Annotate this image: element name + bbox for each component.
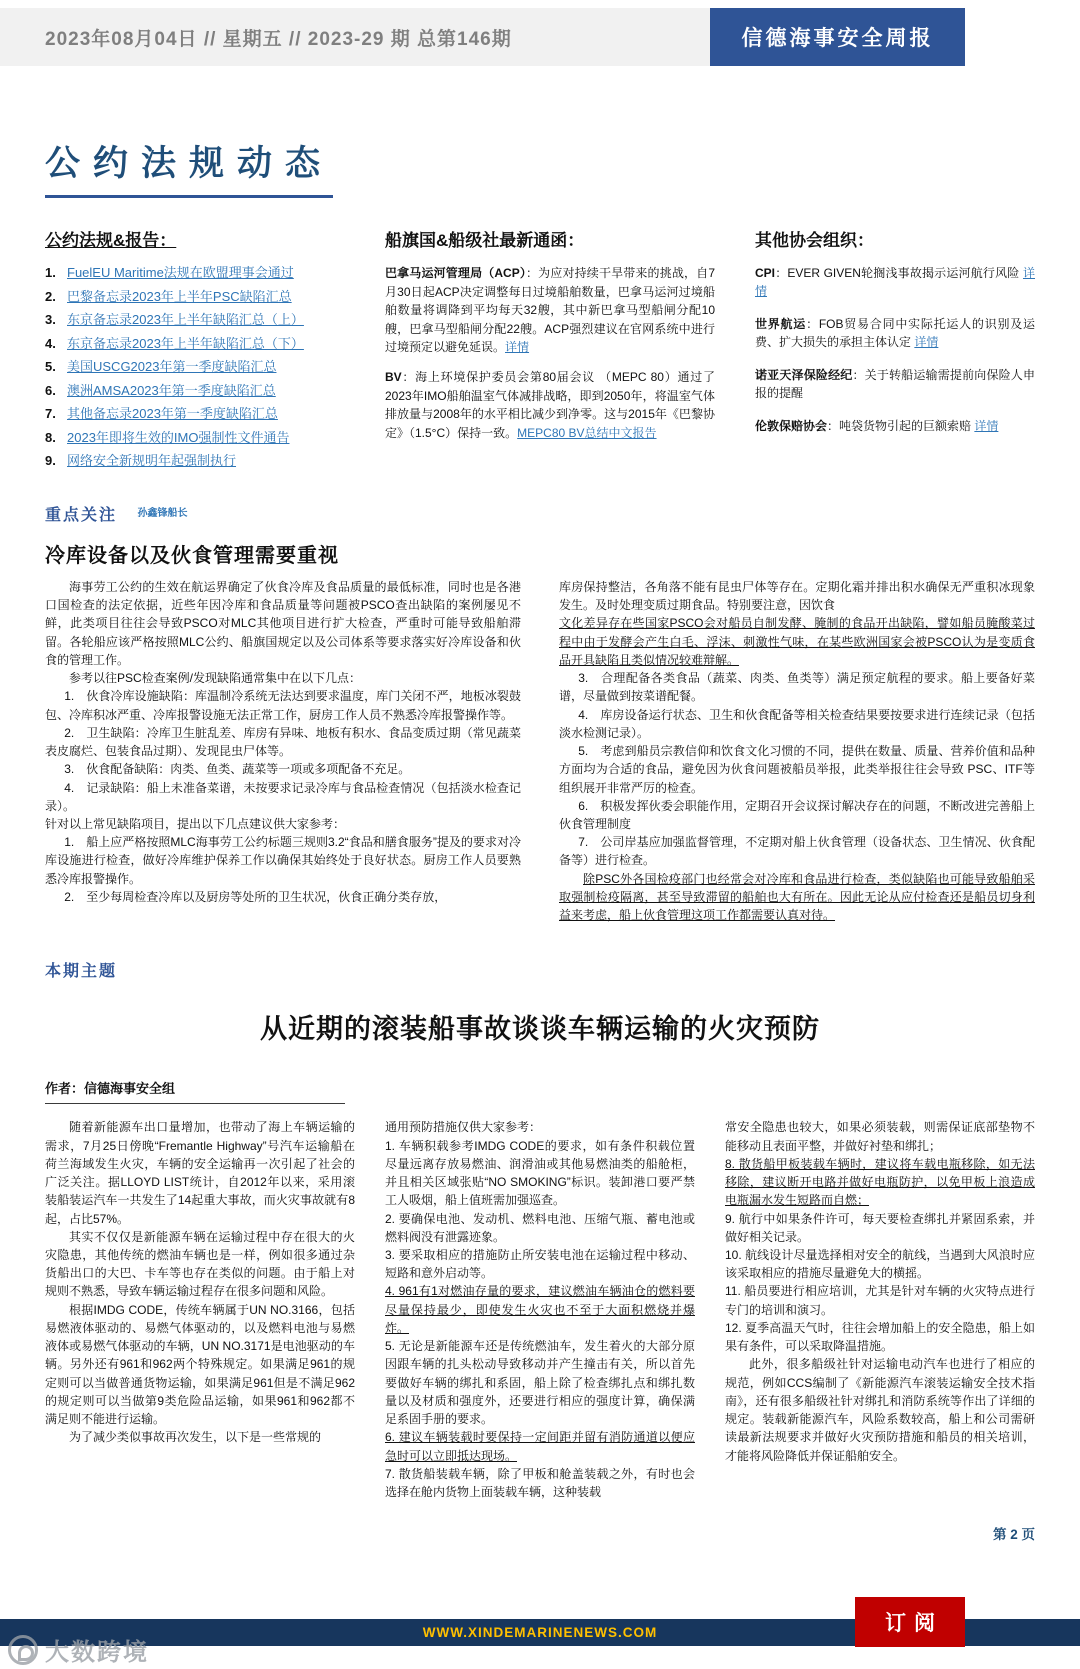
watermark (8, 1632, 149, 1667)
website-link[interactable]: WWW.XINDEMARINENEWS.COM (422, 1625, 658, 1640)
report-link-row (45, 264, 345, 282)
paragraph: 为了减少类似事故再次发生，以下是一些常规的 (69, 1430, 322, 1445)
acp-body: ：为应对持续干旱带来的挑战，自7月30日起ACP决定调整每日过境船舶数量，巴拿马运河过境船舶数量将调降到平均每天32艘，其中新巴拿马型船闸分配10艘，巴拿马型船闸分配22艘。ACP强烈建议在官网系统中进行过境预定以避免延误。 (385, 266, 715, 355)
theme-article-body (45, 1118, 1035, 1501)
association-body: ：FOB贸易合同中实际托运人的识别及运费、扩大损失的承担主体认定 (755, 317, 1035, 349)
reports-heading: 公约法规&报告： (45, 231, 177, 250)
paragraph: 1. 伙食冷库设施缺陷：库温制冷系统无法达到要求温度，库门关闭不严，地板冰裂鼓包、冷库积冰严重、冷库报警设施无法正常工作，厨房工作人员不熟悉冷库报警操作等。 (45, 689, 521, 722)
focus-row (45, 502, 1035, 525)
paragraph: 通用预防措施仅供大家参考： (385, 1120, 542, 1135)
report-link-row (45, 358, 345, 376)
paragraph: 6. 建议车辆装载时要保持一定间距并留有消防通道以便应急时可以立即抵达现场。 (385, 1430, 695, 1463)
bv-lead: BV (385, 369, 402, 384)
report-link-row (45, 288, 345, 306)
regulations-reports-column (45, 226, 345, 476)
paragraph: 2. 至少每周检查冷库以及厨房等处所的卫生状况，伙食正确分类存放， (64, 889, 447, 904)
focus-left-column (45, 578, 521, 924)
association-detail-link[interactable]: 详情 (974, 419, 999, 433)
paragraph: 库房保持整洁，各角落不能有昆虫尸体等存在。定期化霜并排出积水确保无严重积冰现象发生。及时处理变质过期食品。特别要注意，因饮食 (559, 579, 1035, 613)
focus-article-title: 冷库设备以及伙食管理需要重视 (45, 544, 339, 567)
association-detail-link[interactable]: 详情 (914, 335, 939, 349)
section-title-regulations: 公约法规动态 (45, 136, 333, 198)
paragraph: 4. 961有1对燃油存量的要求，建议燃油车辆油仓的燃料要尽量保持最少，即使发生火灾也不至于大面积燃烧并爆炸。 (385, 1284, 695, 1335)
paragraph: 7. 公司岸基应加强监督管理，不定期对船上伙食管理（设备状态、卫生情况、伙食配备等）进行检查。 (559, 835, 1035, 868)
report-number: 3. (45, 312, 56, 328)
association-body: ：EVER GIVEN轮搁浅事故揭示运河航行风险 (775, 266, 1023, 280)
paragraph: 6. 积极发挥伙委会职能作用，定期召开会议探讨解决存在的问题，不断改进完善船上伙食管理制度 (559, 798, 1035, 831)
report-link-row (45, 311, 345, 329)
issue-date: 2023年08月04日 // 星期五 // 2023-29 期 总第146期 (0, 8, 710, 66)
association-name: 世界航运 (755, 317, 807, 331)
theme-column-1 (45, 1118, 355, 1501)
paragraph: 4. 记录缺陷：船上未准备菜谱，未按要求记录冷库与食品检查情况（包括淡水检查记录）。 (45, 780, 521, 813)
association-entry (755, 417, 1035, 435)
subscribe-button[interactable]: 订阅 (855, 1597, 965, 1647)
focus-article-body (45, 578, 1035, 924)
association-entry (755, 264, 1035, 300)
paragraph: 1. 船上应严格按照MLC海事劳工公约标题三规则3.2“食品和膳食服务”提及的要求对冷库设施进行检查，做好冷库维护保养工作以确保其始终处于良好状态。厨房工作人员要熟悉冷库报警操作。 (45, 835, 521, 886)
report-link[interactable]: 其他备忘录2023年第一季度缺陷汇总 (67, 406, 278, 422)
association-name: 伦敦保赔协会 (755, 419, 828, 433)
report-link-row (45, 452, 345, 470)
section-title-wrap (45, 136, 1035, 198)
acp-detail-link[interactable]: 详情 (505, 340, 530, 355)
report-number: 4. (45, 335, 56, 351)
association-name: 诺亚天泽保险经纪 (755, 368, 853, 382)
paragraph: 参考以往PSC检查案例/发现缺陷通常集中在以下几点： (69, 671, 362, 686)
paragraph: 2. 要确保电池、发动机、燃料电池、压缩气瓶、蓄电池或燃料阀没有泄露迹象。 (385, 1211, 695, 1244)
theme-article-title: 从近期的滚装船事故谈谈车辆运输的火灾预防 (260, 1014, 820, 1045)
report-link[interactable]: 东京备忘录2023年上半年缺陷汇总（下） (67, 335, 304, 351)
paragraph: 其实不仅仅是新能源车辆在运输过程中存在很大的火灾隐患，其他传统的燃油车辆也是一样，例如很多通过杂货船出口的大巴、卡车等也存在类似的问题。由于船上对规则不熟悉，导致车辆运输过程存在很多问题和风险。 (45, 1229, 355, 1299)
report-link[interactable]: 2023年即将生效的IMO强制性文件通告 (67, 429, 290, 445)
report-number: 6. (45, 382, 56, 398)
paragraph: 5. 无论是新能源车还是传统燃油车，发生着火的大部分原因跟车辆的扎头松动导致移动并产生撞击有关，所以首先要做好车辆的绑扎和系固，船上除了检查绑扎点和绑扎数量以及材质和强度外，还要进行相应的强度计算，确保满足系固手册的要求。 (385, 1339, 695, 1427)
associations-heading: 其他协会组织： (755, 231, 874, 250)
report-link[interactable]: 巴黎备忘录2023年上半年PSC缺陷汇总 (67, 288, 292, 304)
flag-class-circulars-column (385, 226, 715, 476)
focus-label: 重点关注 (45, 506, 118, 524)
report-number: 2. (45, 288, 56, 304)
association-entry (755, 315, 1035, 351)
association-body: ：关于转船运输需提前向保险人申报的提醒 (755, 368, 1035, 400)
reports-link-list (45, 264, 345, 470)
report-link[interactable]: FuelEU Maritime法规在欧盟理事会通过 (67, 265, 294, 280)
report-link[interactable]: 澳洲AMSA2023年第一季度缺陷汇总 (67, 382, 276, 398)
regulations-columns (45, 226, 1035, 476)
report-link-row (45, 335, 345, 353)
paragraph: 文化差异存在些国家PSCO会对船员自制发酵、腌制的食品开出缺陷，譬如船员腌酸菜过程中由于发酵会产生白毛、浮沫、刺激性气味，在某些欧洲国家会被PSCO认为是变质食品开具缺陷且类似情况较难辩解。 (559, 616, 1035, 667)
report-link-row (45, 429, 345, 447)
theme-label: 本期主题 (45, 963, 118, 981)
focus-right-column (559, 578, 1035, 924)
paragraph: 常安全隐患也较大，如果必须装载，则需保证底部垫物不能移动且表面平整，并做好衬垫和绑扎； (725, 1120, 1035, 1153)
paragraph: 11. 船员要进行相应培训，尤其是针对车辆的火灾特点进行专门的培训和演习。 (725, 1284, 1035, 1317)
acp-notice (385, 264, 715, 357)
paragraph: 随着新能源车出口量增加，也带动了海上车辆运输的需求，7月25日傍晚“Fremantle Highway”号汽车运输船在荷兰海域发生火灾，车辆的安全运输再一次引起了社会的广泛关注。据LLOYD LIST统计，自2012年以来，采用滚装船装运汽车一共发生了14起重大事故，而火灾事故就有8起，占比57%。 (45, 1120, 355, 1226)
paragraph: 5. 考虑到船员宗教信仰和饮食文化习惯的不同，提供在数量、质量、营养价值和品种方面均为合适的食品，避免因为伙食问题被船员举报，此类举报往往会导致 PSC、ITF等组织展开非常严厉的检查。 (559, 744, 1035, 795)
report-link[interactable]: 网络安全新规明年起强制执行 (67, 453, 237, 469)
association-name: CPI (755, 266, 776, 280)
association-entry (755, 366, 1035, 402)
watermark-text: 大数跨境 (45, 1639, 149, 1666)
association-body: ：吨袋货物引起的巨额索赔 (827, 419, 975, 433)
paragraph: 9. 航行中如果条件许可，每天要检查绑扎并紧固系索，并做好相关记录。 (725, 1211, 1035, 1244)
paragraph: 除PSC外各国检疫部门也经常会对冷库和食品进行检查，类似缺陷也可能导致船舶采取强制检疫隔离，甚至导致滞留的船舶也大有所在。因此无论从应付检查还是船员切身利益来考虑，船上伙食管理这项工作都需要认真对待。 (559, 871, 1035, 923)
report-number: 5. (45, 359, 56, 375)
paragraph: 2. 卫生缺陷：冷库卫生脏乱差、库房有异味、地板有积水、食品变质过期（常见蔬菜表皮腐烂、包装食品过期）、发现昆虫尸体等。 (45, 725, 521, 759)
paragraph: 3. 合理配备各类食品（蔬菜、肉类、鱼类等）满足预定航程的要求。船上要备好菜谱，尽量做到按菜谱配餐。 (559, 671, 1035, 704)
watermark-logo-icon (8, 1635, 38, 1665)
page-number: 第 2 页 (992, 1527, 1035, 1543)
bv-body: ：海上环境保护委员会第80届会议 （MEPC 80）通过了2023年IMO船舶温室气体减排战略，即到2050年，将温室气体排放量与2008年的水平相比减少到净零。这与2015年《巴黎协定》（1.5°C）保持一致。 (385, 369, 715, 440)
paragraph: 海事劳工公约的生效在航运界确定了伙食冷库及食品质量的最低标准，同时也是各港口国检查的法定依据，近些年因冷库和食品质量等问题被PSCO查出缺陷的案例屡见不鲜，此类项目往往会导致PSCO对MLC其他项目进行扩大检查，严重时可能导致船舶滞留。各轮船应该严格按照MLC公约、船旗国规定以及公司体系等要求落实好冷库设备和伙食的管理工作。 (45, 579, 521, 667)
bv-report-link[interactable]: MEPC80 BV总结中文报告 (517, 425, 657, 440)
paragraph: 此外，很多船级社针对运输电动汽车也进行了相应的规范，例如CCS编制了《新能源汽车滚装运输安全技术指南》，还有很多船级社针对绑扎和消防系统等作出了详细的规定。装载新能源汽车，风险系数较高，船上和公司需研读最新法规要求并做好火灾预防措施和船员的相关培训，才能将风险降低并保证船舶安全。 (725, 1357, 1035, 1463)
paragraph: 1. 车辆积载参考IMDG CODE的要求，如有条件积载位置尽量远离存放易燃油、润滑油或其他易燃油类的船舱柜，并且相关区域张贴“NO SMOKING”标识。装卸港口要严禁工人吸烟，船上值班需加强巡查。 (385, 1138, 695, 1208)
paragraph: 10. 航线设计尽量选择相对安全的航线，当遇到大风浪时应该采取相应的措施尽量避免大的横摇。 (725, 1248, 1035, 1281)
paragraph: 3. 要采取相应的措施防止所安装电池在运输过程中移动、短路和意外启动等。 (385, 1248, 695, 1281)
focus-author-badge: 孙鑫锋船长 (137, 507, 188, 519)
theme-column-3 (725, 1118, 1035, 1501)
report-number: 1. (45, 265, 56, 280)
paragraph: 7. 散货船装载车辆，除了甲板和舱盖装载之外，有时也会选择在舱内货物上面装载车辆，这种装载 (385, 1466, 695, 1500)
report-number: 7. (45, 406, 56, 422)
associations-list (755, 264, 1035, 435)
report-link[interactable]: 美国USCG2023年第一季度缺陷汇总 (67, 359, 277, 375)
bv-notice (385, 368, 715, 442)
brand-banner: 信德海事安全周报 (710, 8, 965, 66)
page-header (0, 8, 1080, 66)
other-associations-column (755, 226, 1035, 476)
header-spacer (965, 8, 1080, 66)
report-number: 8. (45, 429, 56, 445)
acp-lead: 巴拿马运河管理局（ACP） (385, 266, 527, 280)
report-number: 9. (45, 453, 56, 469)
report-link-row (45, 405, 345, 423)
paragraph: 8. 散货船甲板装载车辆时，建议将车载电瓶移除，如无法移除，建议断开电路并做好电瓶防护，以免甲板上浪造成电瓶漏水发生短路而自燃； (725, 1156, 1035, 1208)
theme-label-row (45, 958, 1035, 981)
paragraph: 4. 库房设备运行状态、卫生和伙食配备等相关检查结果要按要求进行连续记录（包括淡水检测记录）。 (559, 707, 1035, 740)
report-link-row (45, 382, 345, 400)
paragraph: 3. 伙食配备缺陷：肉类、鱼类、蔬菜等一项或多项配备不充足。 (64, 762, 411, 777)
paragraph: 根据IMDG CODE，传统车辆属于UN NO.3166，包括易燃液体驱动的、易燃气体驱动的，以及燃料电池与易燃液体或易燃气体驱动的车辆，UN NO.3171是电池驱动的车辆。另外还有961和962两个特殊规定。如果满足961的规定则可以当做普通货物运输，如果满足961但是不满足962的规定则可以当做第9类危险品运输，如果961和962都不满足则不能进行运输。 (45, 1302, 355, 1427)
theme-column-2 (385, 1118, 695, 1501)
report-link[interactable]: 东京备忘录2023年上半年缺陷汇总（上） (67, 312, 304, 328)
circulars-heading: 船旗国&船级社最新通函： (385, 231, 585, 250)
theme-author: 作者：信德海事安全组 (45, 1078, 345, 1104)
paragraph: 针对以上常见缺陷项目，提出以下几点建议供大家参考： (45, 816, 346, 831)
association-detail-link[interactable]: 详情 (755, 266, 1035, 298)
paragraph: 12. 夏季高温天气时，往往会增加船上的安全隐患，船上如果有条件，可以采取降温措施。 (725, 1320, 1035, 1354)
